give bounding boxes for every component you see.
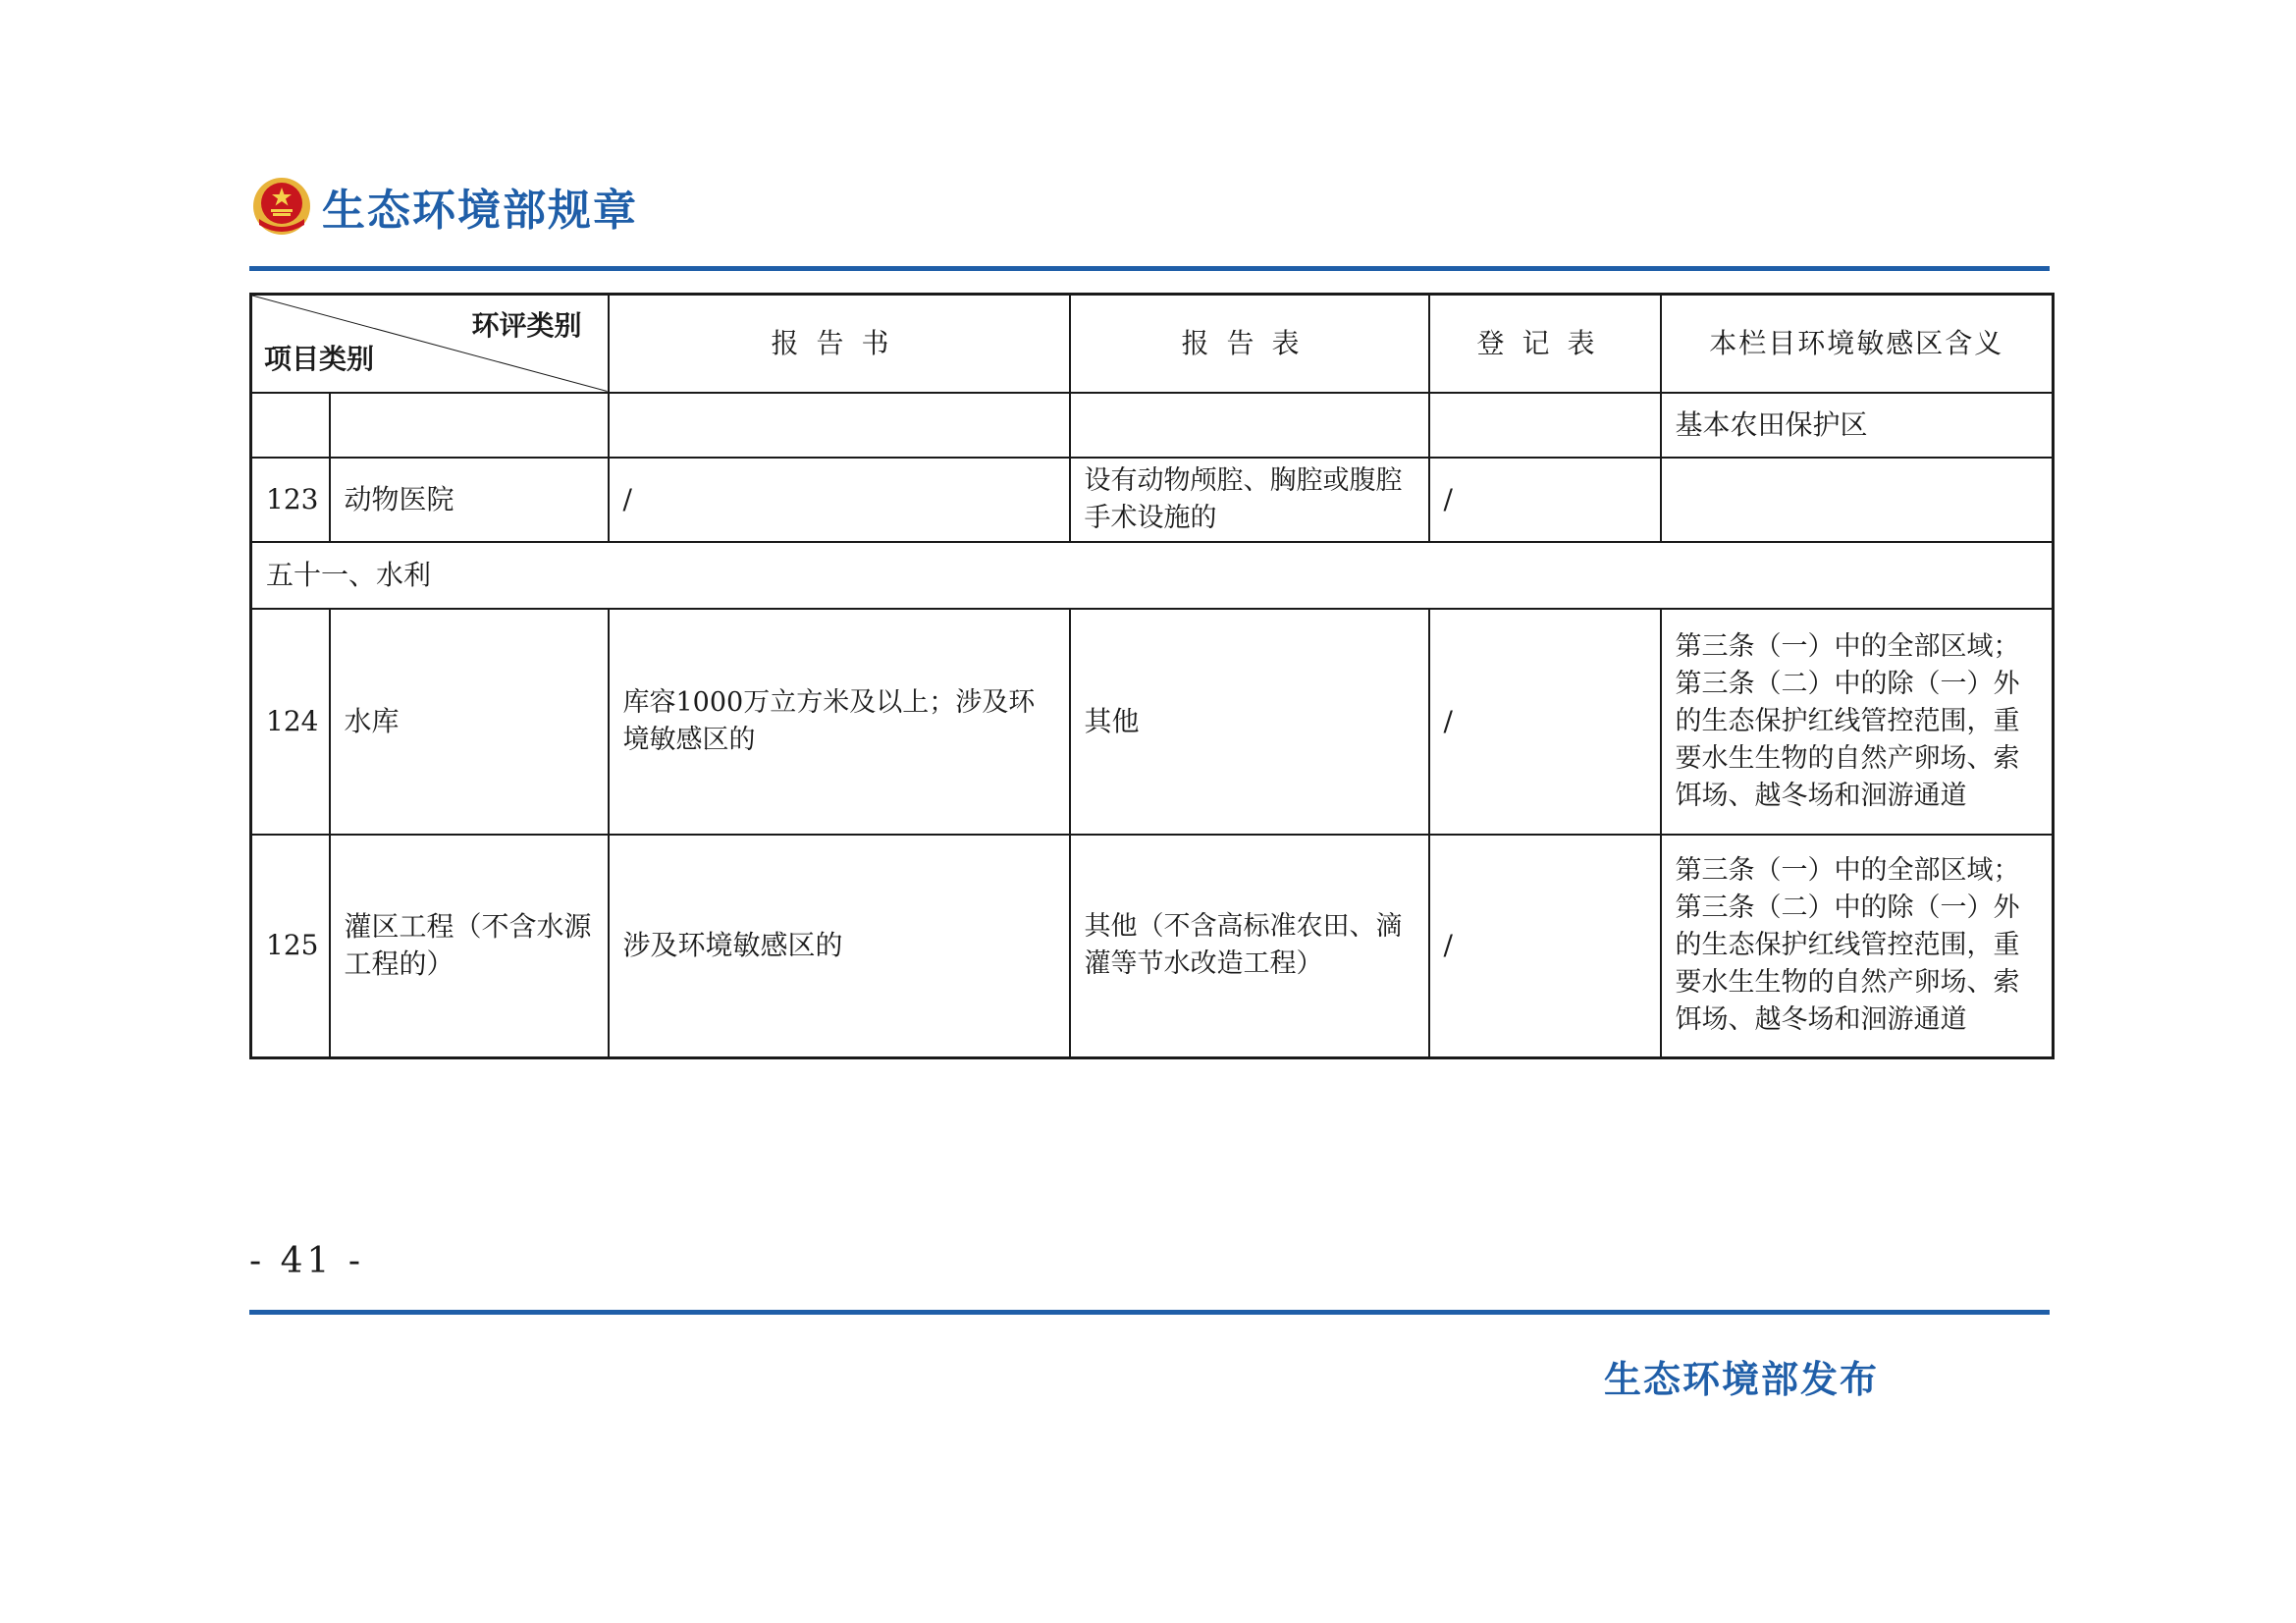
register-form-cell: / <box>1429 458 1661 542</box>
page-number: - 41 - <box>249 1241 365 1281</box>
sensitive-area-cell: 第三条（一）中的全部区域；第三条（二）中的除（一）外的生态保护红线管控范围，重要水生生物的自然产卵场、索饵场、越冬场和洄游通道 <box>1661 609 2054 835</box>
table-row <box>251 609 2054 835</box>
header-sensitive-area: 本栏目环境敏感区含义 <box>1661 295 2054 393</box>
top-rule <box>249 266 2050 271</box>
register-form-cell: / <box>1429 609 1661 835</box>
table-row <box>251 835 2054 1058</box>
report-form-cell: 其他（不含高标准农田、滴灌等节水改造工程） <box>1070 835 1429 1058</box>
report-book-cell: 库容1000万立方米及以上；涉及环境敏感区的 <box>609 609 1070 835</box>
header-report-form: 报告表 <box>1070 295 1429 393</box>
project-name: 动物医院 <box>330 458 609 542</box>
report-book-cell <box>609 393 1070 458</box>
page-header <box>251 175 638 238</box>
report-book-cell: / <box>609 458 1070 542</box>
project-name <box>330 393 609 458</box>
row-number <box>251 393 330 458</box>
row-number: 123 <box>251 458 330 542</box>
section-title: 五十一、水利 <box>251 542 2054 609</box>
report-form-cell <box>1070 393 1429 458</box>
project-name: 水库 <box>330 609 609 835</box>
register-form-cell: / <box>1429 835 1661 1058</box>
header-project-category: 项目类别 <box>264 342 375 375</box>
sensitive-area-cell: 第三条（一）中的全部区域；第三条（二）中的除（一）外的生态保护红线管控范围，重要水生生物的自然产卵场、索饵场、越冬场和洄游通道 <box>1661 835 2054 1058</box>
diagonal-header-cell <box>251 295 609 393</box>
bottom-rule <box>249 1310 2050 1315</box>
row-number: 125 <box>251 835 330 1058</box>
register-form-cell <box>1429 393 1661 458</box>
table-row <box>251 458 2054 542</box>
header-report-book: 报告书 <box>609 295 1070 393</box>
sensitive-area-cell: 基本农田保护区 <box>1661 393 2054 458</box>
header-title: 生态环境部规章 <box>322 186 638 236</box>
sensitive-area-cell <box>1661 458 2054 542</box>
row-number: 124 <box>251 609 330 835</box>
report-form-cell: 其他 <box>1070 609 1429 835</box>
report-book-cell: 涉及环境敏感区的 <box>609 835 1070 1058</box>
header-eia-category: 环评类别 <box>471 309 582 342</box>
section-row <box>251 542 2054 609</box>
project-name: 灌区工程（不含水源工程的） <box>330 835 609 1058</box>
table-header-row <box>251 295 2054 393</box>
footer-publisher: 生态环境部发布 <box>1604 1358 1880 1401</box>
national-emblem-icon <box>251 176 312 237</box>
header-register-form: 登记表 <box>1429 295 1661 393</box>
eia-classification-table <box>249 293 2055 1059</box>
table-row <box>251 393 2054 458</box>
report-form-cell: 设有动物颅腔、胸腔或腹腔手术设施的 <box>1070 458 1429 542</box>
